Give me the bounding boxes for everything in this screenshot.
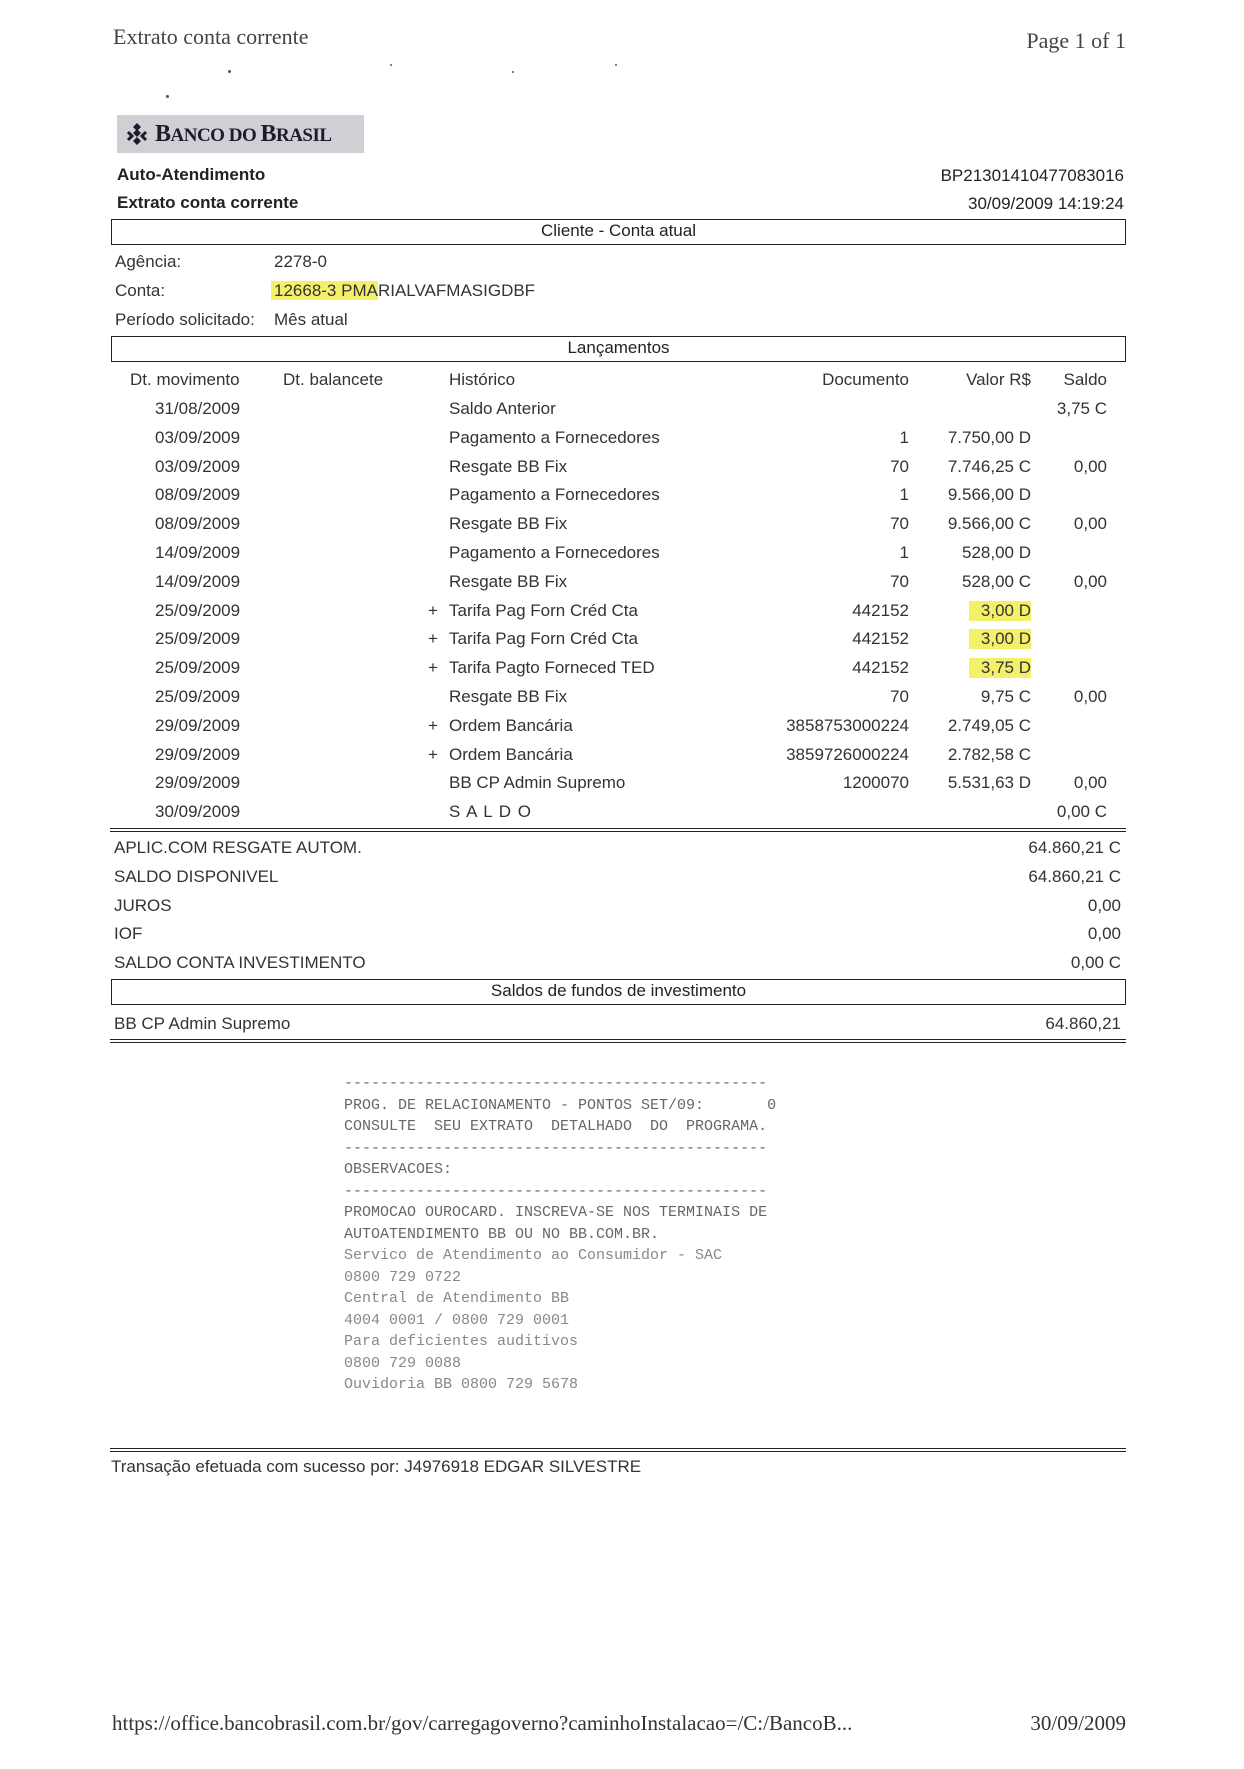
row-historico: BB CP Admin Supremo (449, 773, 626, 793)
page-url: https://office.bancobrasil.com.br/gov/carregagoverno?caminhoInstalacao=/C:/BancoB... (112, 1711, 853, 1735)
summary-value: 0,00 (1087, 924, 1121, 944)
row-documento: 3858753000224 (786, 715, 909, 735)
row-saldo: 0,00 (1073, 514, 1107, 534)
summary-label: IOF (114, 924, 143, 944)
row-valor: 3,75 D (969, 658, 1031, 678)
table-row (0, 741, 1244, 770)
note-line: Para deficientes auditivos (344, 1333, 579, 1350)
summary-row (0, 949, 1244, 978)
agencia-value: 2278-0 (274, 252, 327, 271)
row-valor: 5.531,63 D (947, 773, 1031, 793)
row-date: 25/09/2009 (155, 600, 241, 620)
bank-logo-icon (125, 122, 149, 146)
logo-text: BANCO DO BRASIL (155, 120, 332, 147)
periodo-label: Período solicitado: (115, 310, 255, 329)
row-historico: Pagamento a Fornecedores (449, 485, 660, 505)
print-date: 30/09/2009 (1030, 1711, 1126, 1735)
summary-value: 0,00 C (1070, 953, 1121, 973)
summary-row (0, 892, 1244, 921)
conta-highlight: 12668-3 PMA (271, 281, 378, 300)
fundos-end-rule (110, 1039, 1126, 1043)
row-sign: + (428, 744, 438, 764)
row-valor: 528,00 D (962, 543, 1031, 562)
row-historico: Ordem Bancária (449, 715, 573, 735)
note-line: 0800 729 0722 (344, 1268, 462, 1286)
col-header-documento: Documento (822, 370, 909, 389)
row-historico: Ordem Bancária (449, 744, 573, 764)
conta-label: Conta: (115, 281, 166, 300)
summary-label: JUROS (114, 895, 172, 915)
row-valor: 528,00 C (962, 571, 1031, 591)
row-date: 03/09/2009 (155, 427, 241, 447)
row-saldo: 0,00 (1073, 687, 1107, 706)
summary-value: 0,00 (1087, 895, 1121, 915)
row-date: 08/09/2009 (155, 514, 241, 534)
row-date: 14/09/2009 (155, 543, 241, 562)
row-saldo: 0,00 C (1056, 802, 1107, 822)
row-valor: 9.566,00 C (947, 514, 1031, 534)
note-line: PROMOCAO OUROCARD. INSCREVA-SE NOS TERMINAIS DE (344, 1204, 768, 1221)
row-date: 03/09/2009 (155, 456, 241, 476)
scan-speck (390, 64, 392, 66)
banco-do-brasil-logo (117, 115, 364, 153)
row-documento: 442152 (852, 600, 909, 620)
table-row (0, 481, 1244, 510)
row-date: 29/09/2009 (155, 773, 241, 793)
row-historico: Tarifa Pag Forn Créd Cta (449, 600, 638, 620)
row-documento: 70 (890, 514, 909, 534)
row-date: 25/09/2009 (155, 629, 241, 649)
section-cliente-header: Cliente - Conta atual (111, 219, 1126, 245)
row-sign: + (428, 715, 438, 735)
observacoes-label: OBSERVACOES: (344, 1161, 453, 1178)
row-date: 14/09/2009 (155, 571, 241, 591)
row-historico: Resgate BB Fix (449, 456, 568, 476)
summary-label: SALDO CONTA INVESTIMENTO (114, 953, 366, 973)
row-date: 08/09/2009 (155, 485, 241, 505)
extrato-label: Extrato conta corrente (117, 193, 299, 212)
table-row (0, 798, 1244, 827)
table-end-rule (110, 828, 1126, 832)
row-historico: Pagamento a Fornecedores (449, 543, 660, 562)
row-date: 31/08/2009 (155, 399, 241, 418)
table-row (0, 654, 1244, 683)
row-valor: 9.566,00 D (947, 485, 1031, 505)
periodo-value: Mês atual (274, 310, 348, 329)
row-saldo: 0,00 (1073, 571, 1107, 591)
fundo-row (0, 1010, 1244, 1039)
row-sign: + (428, 658, 438, 678)
table-row (0, 424, 1244, 453)
col-header-historico: Histórico (449, 370, 516, 389)
row-historico: S A L D O (449, 802, 533, 822)
row-sign: + (428, 629, 438, 649)
notes-block (344, 1073, 904, 1396)
table-row (0, 539, 1244, 568)
row-documento: 442152 (852, 629, 909, 649)
prog-line-2: CONSULTE SEU EXTRATO DETALHADO DO PROGRAMA. (344, 1118, 768, 1135)
col-header-dt-movimento: Dt. movimento (130, 370, 240, 389)
row-historico: Resgate BB Fix (449, 514, 568, 534)
summary-value: 64.860,21 C (1028, 838, 1121, 857)
table-row (0, 683, 1244, 712)
row-historico: Pagamento a Fornecedores (449, 427, 660, 447)
row-valor: 7.750,00 D (947, 427, 1031, 447)
row-documento: 1 (899, 485, 909, 505)
summary-row (0, 863, 1244, 892)
col-header-saldo: Saldo (1063, 370, 1107, 389)
row-historico: Tarifa Pagto Forneced TED (449, 658, 655, 678)
note-line: AUTOATENDIMENTO BB OU NO BB.COM.BR. (344, 1225, 660, 1243)
agencia-label: Agência: (115, 252, 182, 271)
scan-speck (512, 71, 514, 73)
note-line: Servico de Atendimento ao Consumidor - SAC (344, 1247, 723, 1264)
note-line: Central de Atendimento BB (344, 1290, 570, 1307)
conta-value: 12668-3 PMARIALVAFMASIGDBF (271, 281, 535, 301)
summary-label: SALDO DISPONIVEL (114, 866, 279, 886)
table-row (0, 625, 1244, 654)
dash-separator: ----------------------------------------------- (344, 1182, 768, 1200)
row-valor: 2.749,05 C (947, 715, 1031, 735)
scan-speck (615, 64, 617, 66)
row-historico: Resgate BB Fix (449, 571, 568, 591)
row-documento: 1 (899, 543, 909, 562)
row-documento: 70 (890, 687, 909, 706)
summary-row (0, 834, 1244, 863)
note-line: 4004 0001 / 0800 729 0001 (344, 1311, 570, 1329)
row-date: 25/09/2009 (155, 687, 241, 706)
note-line: Ouvidoria BB 0800 729 5678 (344, 1376, 579, 1393)
scan-speck (166, 95, 169, 98)
row-historico: Saldo Anterior (449, 399, 556, 418)
summary-label: APLIC.COM RESGATE AUTOM. (114, 838, 362, 857)
browser-print-title: Extrato conta corrente (113, 24, 309, 49)
scan-speck (228, 70, 231, 73)
row-date: 29/09/2009 (155, 715, 241, 735)
table-row (0, 712, 1244, 741)
footer-rule (110, 1448, 1126, 1452)
row-saldo: 0,00 (1073, 456, 1107, 476)
document-id: BP21301410477083016 (940, 166, 1124, 185)
row-documento: 1 (899, 427, 909, 447)
row-documento: 70 (890, 571, 909, 591)
row-valor: 3,00 D (969, 601, 1031, 621)
prog-line-1: PROG. DE RELACIONAMENTO - PONTOS SET/09: 0 (344, 1096, 777, 1114)
col-header-valor: Valor R$ (966, 370, 1031, 389)
transacao-status: Transação efetuada com sucesso por: J4976918 EDGAR SILVESTRE (111, 1457, 642, 1476)
summary-value: 64.860,21 C (1028, 866, 1121, 886)
fundo-value: 64.860,21 (1045, 1014, 1121, 1033)
row-saldo: 0,00 (1073, 773, 1107, 793)
row-documento: 442152 (852, 658, 909, 678)
row-valor: 3,00 D (969, 629, 1031, 649)
auto-atendimento-label: Auto-Atendimento (117, 165, 266, 184)
row-date: 29/09/2009 (155, 744, 241, 764)
row-date: 25/09/2009 (155, 658, 241, 678)
row-valor: 2.782,58 C (947, 744, 1031, 764)
section-lancamentos-header: Lançamentos (111, 336, 1126, 362)
note-line: 0800 729 0088 (344, 1354, 462, 1372)
row-documento: 3859726000224 (786, 744, 909, 764)
row-valor: 7.746,25 C (947, 456, 1031, 476)
row-saldo: 3,75 C (1056, 399, 1107, 418)
summary-row (0, 920, 1244, 949)
dash-separator: ----------------------------------------------- (344, 1075, 768, 1092)
row-date: 30/09/2009 (155, 802, 241, 822)
table-row (0, 395, 1244, 424)
dash-separator: ----------------------------------------------- (344, 1139, 768, 1157)
table-row (0, 453, 1244, 482)
table-row (0, 769, 1244, 798)
col-header-dt-balancete: Dt. balancete (283, 370, 384, 389)
section-fundos-header: Saldos de fundos de investimento (111, 979, 1126, 1005)
row-valor: 9,75 C (980, 687, 1031, 706)
table-row (0, 510, 1244, 539)
table-row (0, 597, 1244, 626)
row-documento: 70 (890, 456, 909, 476)
page-number: Page 1 of 1 (1026, 28, 1126, 53)
row-documento: 1200070 (842, 773, 909, 793)
row-historico: Resgate BB Fix (449, 687, 568, 706)
row-historico: Tarifa Pag Forn Créd Cta (449, 629, 638, 649)
table-row (0, 568, 1244, 597)
row-sign: + (428, 600, 438, 620)
fundo-label: BB CP Admin Supremo (114, 1014, 291, 1033)
document-datetime: 30/09/2009 14:19:24 (968, 194, 1124, 213)
